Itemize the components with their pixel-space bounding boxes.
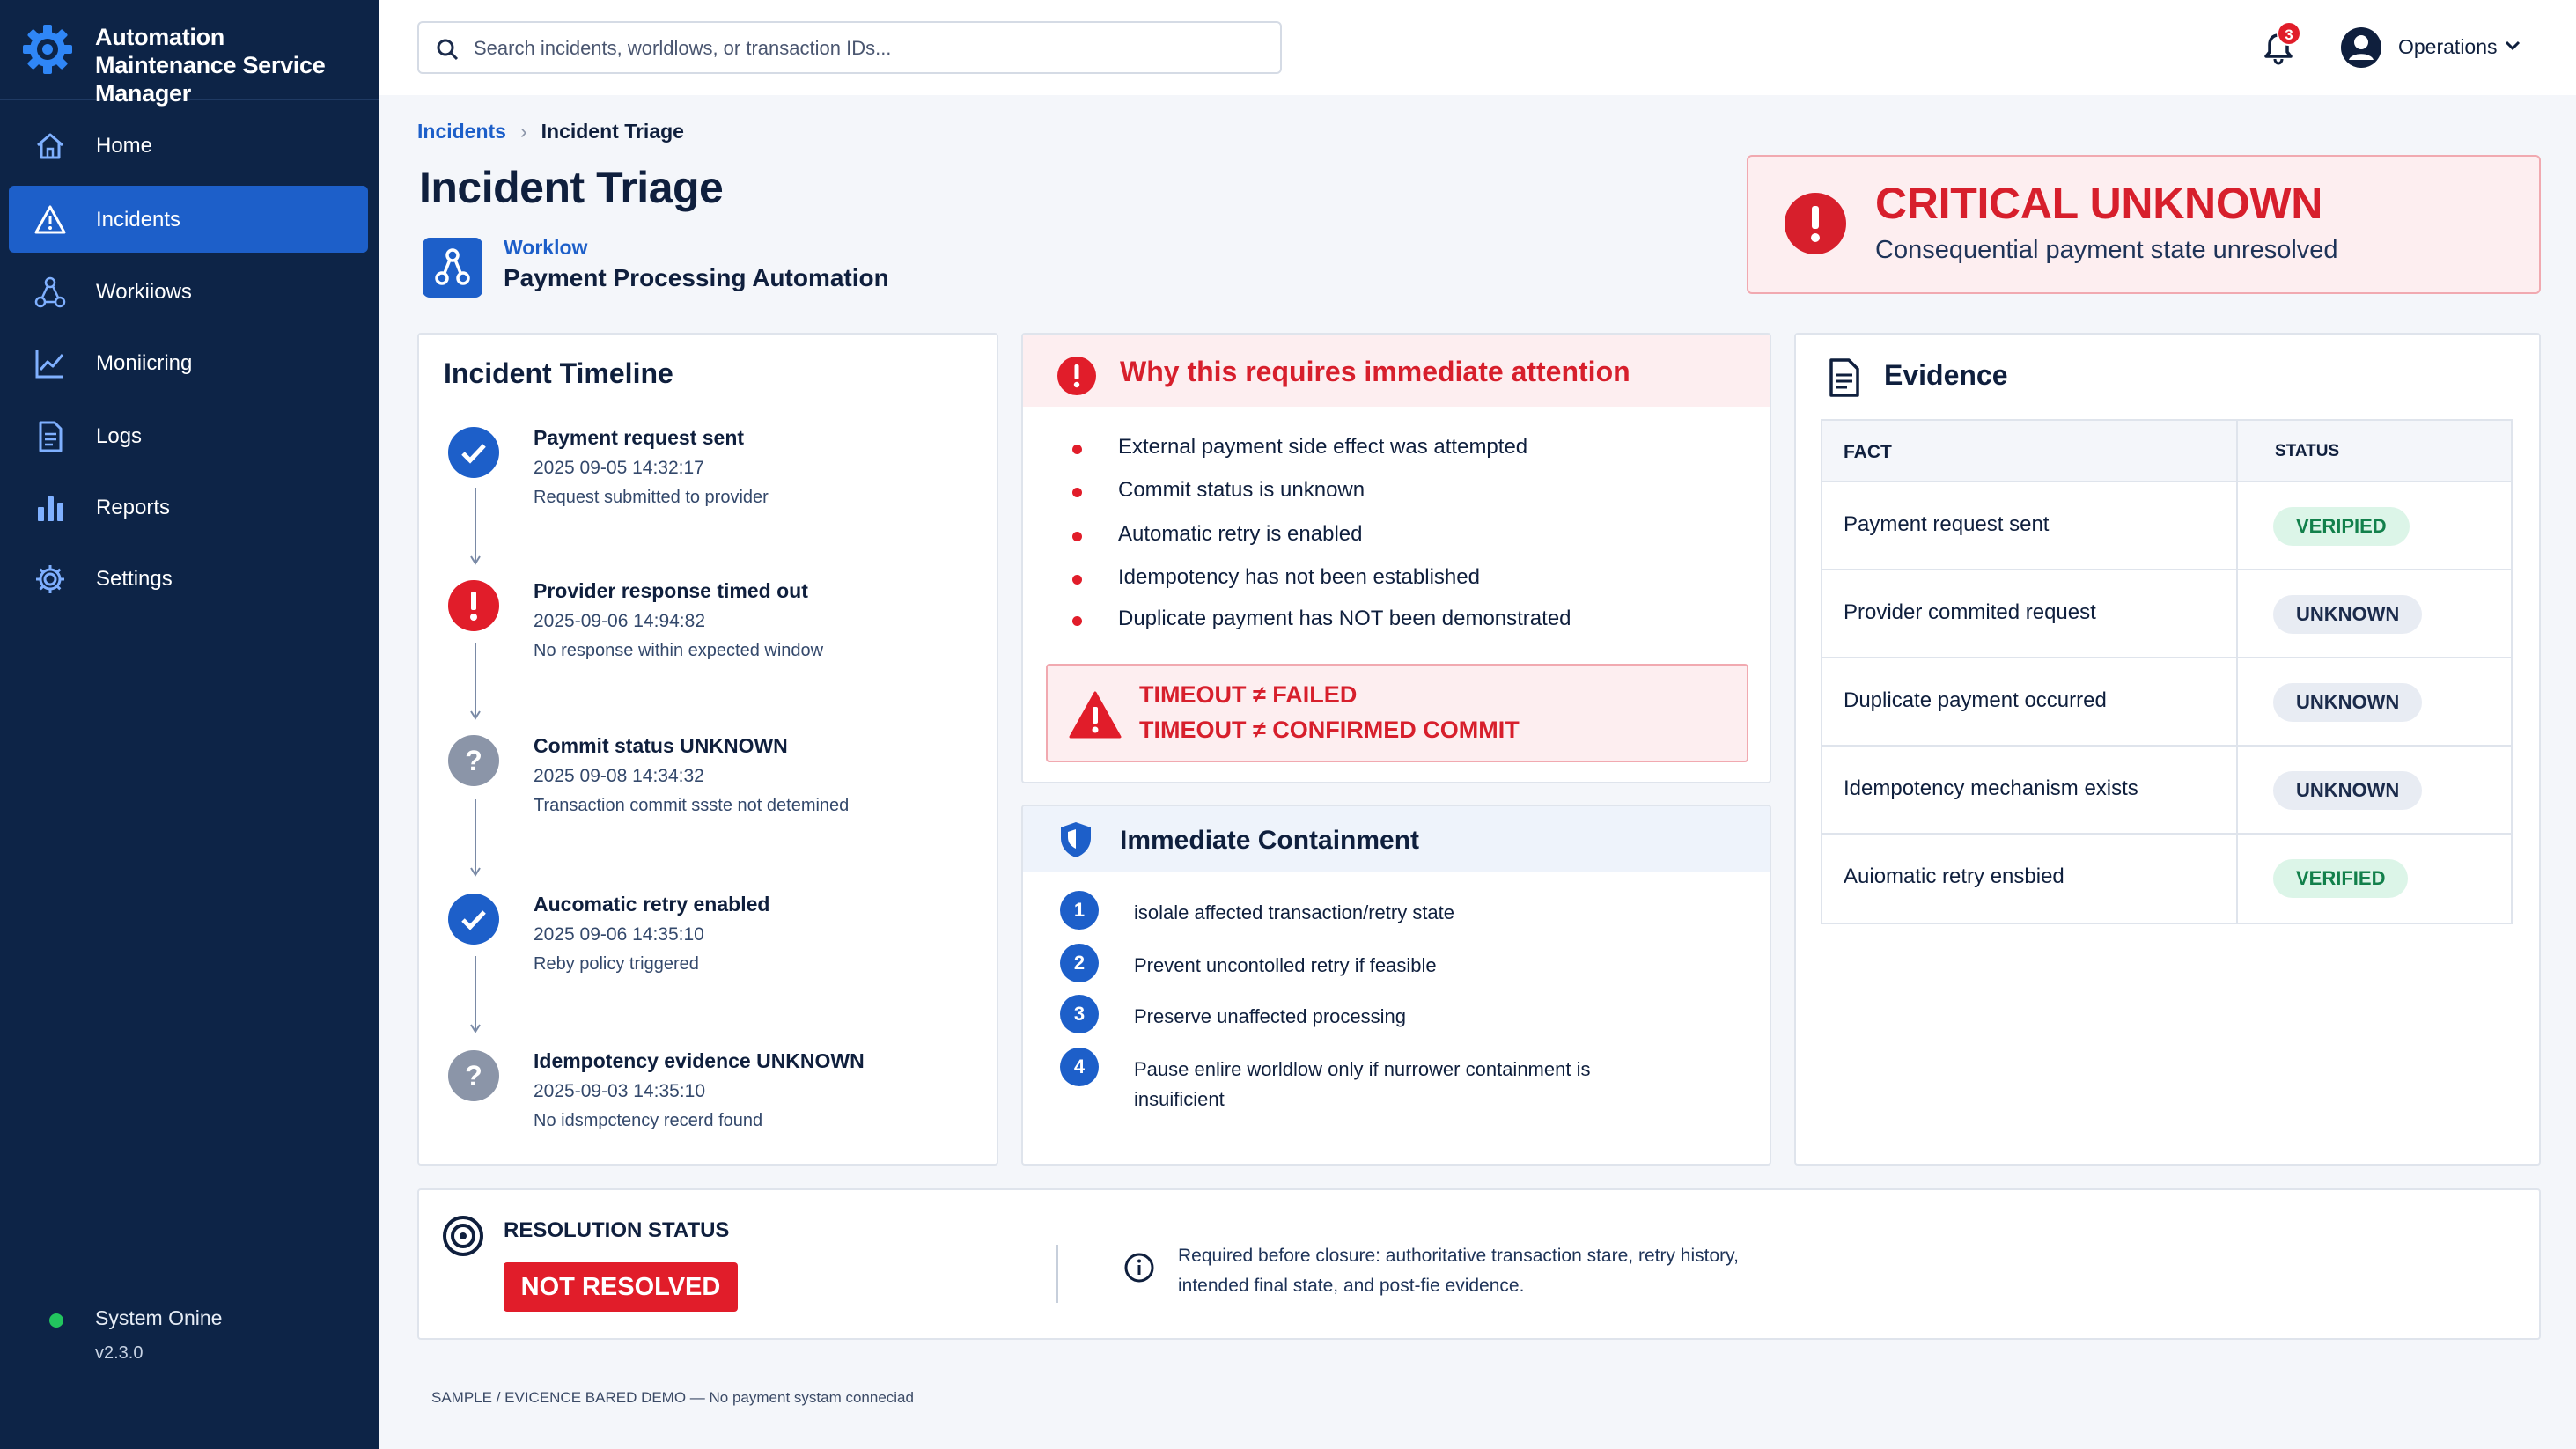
timeline-event-time: 2025 09-08 14:34:32 — [534, 766, 704, 786]
step-number: 2 — [1060, 944, 1099, 982]
status-badge: UNKNOWN — [2273, 595, 2422, 634]
bullet-text: Commit status is unknown — [1118, 478, 1365, 502]
evidence-fact: Idempotency mechanism exists — [1844, 776, 2138, 800]
attention-title: Why this requires immediate attention — [1120, 356, 1630, 387]
sidebar-item-reports[interactable] — [9, 474, 368, 541]
timeline-event-time: 2025-09-06 14:94:82 — [534, 611, 705, 631]
document-icon — [33, 420, 67, 453]
sidebar-item-home[interactable] — [9, 112, 368, 179]
containment-title: Immediate Containment — [1120, 826, 1420, 855]
evidence-fact: Auiomatic retry ensbied — [1844, 864, 2064, 888]
bullet-dot — [1072, 445, 1082, 454]
sidebar-item-label: Logs — [96, 424, 143, 448]
bullet-dot — [1072, 616, 1082, 626]
alert-circle-icon — [447, 579, 500, 632]
sidebar-item-workflows[interactable] — [9, 258, 368, 325]
bullet-dot — [1072, 575, 1082, 585]
column-divider — [2236, 747, 2238, 833]
avatar — [2340, 26, 2382, 69]
evidence-fact: Payment request sent — [1844, 512, 2050, 536]
column-divider — [2236, 421, 2238, 481]
column-divider — [2236, 658, 2238, 745]
app-title: Automation Maintenance Service Manager — [95, 24, 326, 107]
warning-triangle-icon — [1069, 690, 1122, 739]
evidence-panel — [1794, 333, 2541, 1166]
timeline-event-title: Idempotency evidence UNKNOWN — [534, 1049, 865, 1072]
critical-title: CRITICAL UNKNOWN — [1875, 179, 2323, 228]
question-circle-icon — [447, 1049, 500, 1102]
status-badge: VERIFIED — [2273, 859, 2408, 898]
timeline-event-title: Payment request sent — [534, 426, 745, 449]
workflow-name: Payment Processing Automation — [504, 264, 889, 291]
containment-header — [1023, 806, 1770, 872]
check-circle-icon — [447, 893, 500, 945]
search-icon — [435, 37, 460, 62]
home-icon — [33, 129, 67, 163]
arrow-down-icon — [470, 643, 481, 722]
brand — [0, 0, 379, 107]
incident-timeline-panel — [417, 333, 998, 1166]
footer-note: SAMPLE / EVICENCE BARED DEMO — No payment systam conneciad — [431, 1389, 914, 1406]
sidebar-item-incidents[interactable] — [9, 186, 368, 253]
bullet-dot — [1072, 488, 1082, 497]
table-row — [1822, 835, 2511, 923]
workflow-icon — [33, 276, 67, 309]
alert-circle-icon — [1056, 356, 1097, 396]
arrow-down-icon — [470, 799, 481, 879]
step-number: 4 — [1060, 1048, 1099, 1086]
check-circle-icon — [447, 426, 500, 479]
timeout-failed-text: TIMEOUT ≠ FAILED — [1139, 681, 1358, 708]
svg-text:?: ? — [465, 745, 482, 776]
sidebar-item-label: Incidents — [96, 208, 181, 232]
sidebar-item-label: Home — [96, 134, 153, 158]
status-badge: VERIPIED — [2273, 507, 2410, 546]
info-icon — [1123, 1252, 1155, 1284]
table-row — [1822, 658, 2511, 747]
notification-badge: 3 — [2277, 21, 2301, 46]
step-text: Prevent uncontolled retry if feasible — [1134, 954, 1437, 976]
timeout-warning-box — [1046, 664, 1748, 762]
evidence-fact: Provider commited request — [1844, 600, 2096, 624]
bullet-dot — [1072, 532, 1082, 541]
sidebar-item-settings[interactable] — [9, 545, 368, 612]
top-bar — [379, 0, 2576, 95]
resolution-requirements: Required before closure: authoritative transaction stare, retry history, intended final state, and post-fie evidence. — [1178, 1246, 1739, 1296]
workflow-badge-icon — [423, 238, 482, 298]
status-badge: UNKNOWN — [2273, 683, 2422, 722]
question-circle-icon — [447, 734, 500, 787]
timeline-event-time: 2025-09-03 14:35:10 — [534, 1081, 705, 1101]
evidence-table — [1821, 419, 2513, 924]
chevron-down-icon[interactable] — [2502, 35, 2523, 56]
bullet-text: Automatic retry is enabled — [1118, 522, 1363, 546]
column-divider — [2236, 835, 2238, 923]
timeline-title: Incident Timeline — [444, 357, 673, 389]
attention-header — [1023, 335, 1770, 407]
shield-icon — [1058, 820, 1093, 859]
evidence-fact: Duplicate payment occurred — [1844, 688, 2107, 712]
timeline-event-title: Provider response timed out — [534, 579, 808, 602]
breadcrumb — [417, 120, 684, 143]
gear-icon — [33, 563, 67, 596]
containment-panel — [1021, 805, 1771, 1166]
critical-subtitle: Consequential payment state unresolved — [1875, 236, 2338, 264]
table-header-row — [1822, 421, 2511, 482]
critical-status-banner — [1747, 155, 2541, 294]
gear-logo-icon — [21, 23, 74, 76]
user-label: Operations — [2398, 35, 2498, 58]
timeline-event-time: 2025 09-06 14:35:10 — [534, 924, 704, 945]
timeline-event-time: 2025 09-05 14:32:17 — [534, 458, 704, 478]
divider — [1056, 1245, 1058, 1303]
breadcrumb-current: Incident Triage — [541, 120, 684, 143]
resolution-status-badge: NOT RESOLVED — [504, 1262, 738, 1312]
step-text: Preserve unaffected processing — [1134, 1005, 1406, 1027]
sidebar-item-logs[interactable] — [9, 402, 368, 469]
alert-circle-icon — [1784, 192, 1847, 255]
timeout-commit-text: TIMEOUT ≠ CONFIRMED COMMIT — [1139, 717, 1520, 743]
table-row — [1822, 482, 2511, 570]
timeline-event-title: Aucomatic retry enabled — [534, 893, 770, 916]
system-status-label: System Onine — [95, 1306, 223, 1329]
timeline-event-desc: Reby policy triggered — [534, 954, 699, 974]
warning-triangle-icon — [33, 203, 67, 237]
timeline-event-title: Commit status UNKNOWN — [534, 734, 788, 757]
evidence-title: Evidence — [1884, 359, 2008, 391]
bullet-text: Idempotency has not been established — [1118, 565, 1480, 589]
timeline-event-desc: No idsmpctency recerd found — [534, 1111, 763, 1130]
timeline-event-desc: Transaction commit ssste not detemined — [534, 796, 850, 815]
resolution-panel — [417, 1188, 2541, 1340]
sidebar — [0, 0, 379, 1449]
line-chart-icon — [33, 347, 67, 380]
target-icon — [442, 1215, 484, 1257]
table-row — [1822, 570, 2511, 658]
step-text: Pause enlire worldlow only if nurrower containment is insuificient — [1134, 1058, 1591, 1110]
status-dot — [49, 1313, 63, 1328]
step-number: 1 — [1060, 891, 1099, 930]
search-input[interactable] — [474, 33, 1266, 63]
page-title: Incident Triage — [419, 163, 724, 212]
workflow-label: Worklow — [504, 236, 588, 259]
step-text: isolale affected transaction/retry state — [1134, 901, 1455, 923]
breadcrumb-incidents-link[interactable]: Incidents — [417, 120, 506, 143]
resolution-label: RESOLUTION STATUS — [504, 1218, 730, 1242]
sidebar-item-label: Reports — [96, 496, 171, 519]
breadcrumb-separator: › — [519, 120, 527, 143]
column-divider — [2236, 482, 2238, 569]
document-icon — [1828, 357, 1861, 398]
sidebar-item-label: Moniicring — [96, 351, 193, 375]
bullet-text: External payment side effect was attempted — [1118, 435, 1528, 459]
version-label: v2.3.0 — [95, 1343, 144, 1363]
svg-text:?: ? — [465, 1060, 482, 1092]
sidebar-item-label: Workiiows — [96, 280, 192, 304]
table-row — [1822, 747, 2511, 835]
timeline-event-desc: No response within expected window — [534, 641, 824, 660]
timeline-event-desc: Request submitted to provider — [534, 488, 769, 507]
sidebar-item-monitoring[interactable] — [9, 329, 368, 396]
search-box[interactable] — [417, 21, 1282, 74]
bullet-text: Duplicate payment has NOT been demonstrated — [1118, 607, 1571, 630]
arrow-down-icon — [470, 488, 481, 567]
arrow-down-icon — [470, 956, 481, 1035]
step-number: 3 — [1060, 995, 1099, 1033]
column-divider — [2236, 570, 2238, 657]
sidebar-item-label: Settings — [96, 567, 173, 591]
bar-chart-icon — [33, 491, 67, 525]
column-header-status: STATUS — [2275, 442, 2340, 460]
status-badge: UNKNOWN — [2273, 771, 2422, 810]
attention-panel — [1021, 333, 1771, 783]
column-header-fact: FACT — [1844, 442, 1892, 462]
